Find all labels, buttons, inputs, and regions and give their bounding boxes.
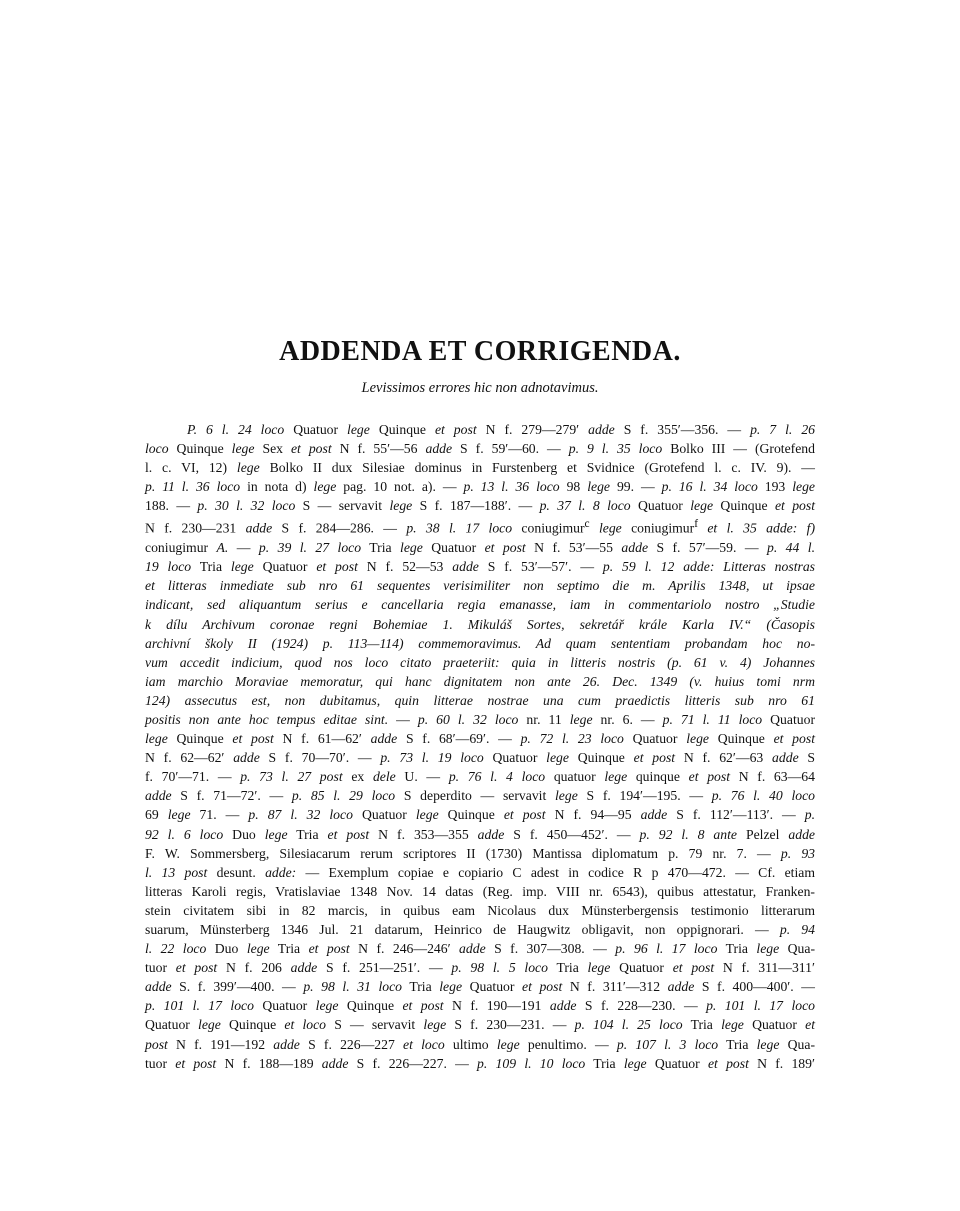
text-line: suarum, Münsterberg 1346 Jul. 21 datarum, Heinrico de Haugwitz obligavit, non oppignorari. — p. 94 — [145, 922, 815, 937]
text-line: k dílu Archivum coronae regni Bohemiae 1. Mikuláš Sortes, sekretář krále Karla IV.“ (Časopis — [145, 616, 815, 632]
text-line: l. c. VI, 12) lege Bolko II dux Silesiae dominus in Furstenberg et Svidnice (Grotefend l. c. IV. 9). — — [145, 460, 815, 476]
text-line: p. 101 l. 17 loco Quatuor lege Quinque et post N f. 190—191 adde S f. 228—230. — p. 101 l. 17 loco — [145, 998, 816, 1014]
page-title: ADDENDA ET CORRIGENDA. — [279, 336, 681, 367]
text-line: archivní školy II (1924) p. 113—114) commemoravimus. Ad quam sententiam probandam hoc no- — [145, 635, 815, 651]
text-line: f. 70′—71. — p. 73 l. 27 post ex dele U. — p. 76 l. 4 loco quatuor lege quinque et post N f. 63—64 — [145, 769, 815, 785]
text-line: tuor et post N f. 188—189 adde S f. 226—227. — p. 109 l. 10 loco Tria lege Quatuor et post N f. 189′ — [145, 1055, 815, 1071]
text-line: l. 22 loco Duo lege Tria et post N f. 246—246′ adde S f. 307—308. — p. 96 l. 17 loco Tria lege Qua- — [145, 941, 815, 957]
text-line: adde S f. 71—72′. — p. 85 l. 29 loco S deperdito — servavit lege S f. 194′—195. — p. 76 l. 40 loco — [145, 788, 816, 804]
text-line: vum accedit indicium, quod nos loco citato praeteriit: quia in litteris nostris (p. 61 v. 4) Johannes — [145, 654, 815, 670]
text-line: N f. 62—62′ adde S f. 70—70′. — p. 73 l. 19 loco Quatuor lege Quinque et post N f. 62′—63 adde S — [145, 750, 816, 766]
text-line: coniugimur A. — p. 39 l. 27 loco Tria lege Quatuor et post N f. 53′—55 adde S f. 57′—59. — p. 44 l. — [145, 540, 816, 556]
corrigenda-text — [145, 420, 815, 1073]
text-line: F. W. Sommersberg, Silesiacarum rerum scriptores II (1730) Mantissa diplomatum p. 79 nr. 7. — p. 93 — [145, 845, 816, 861]
text-line: 188. — p. 30 l. 32 loco S — servavit lege S f. 187—188′. — p. 37 l. 8 loco Quatuor lege Quinque et post — [145, 498, 816, 514]
text-line: tuor et post N f. 206 adde S f. 251—251′. — p. 98 l. 5 loco Tria lege Quatuor et post N f. 311—311′ — [145, 960, 815, 976]
text-line: litteras Karoli regis, Vratislaviae 1348 Nov. 14 datas (Reg. imp. VIII nr. 6543), quibus attestatur, Franken- — [145, 883, 815, 899]
text-line: post N f. 191—192 adde S f. 226—227 et loco ultimo lege penultimo. — p. 107 l. 3 loco Tria lege Qua- — [145, 1036, 816, 1052]
text-line: adde S. f. 399′—400. — p. 98 l. 31 loco Tria lege Quatuor et post N f. 311′—312 adde S f. 400—400′. — — [145, 979, 815, 995]
text-line: 92 l. 6 loco Duo lege Tria et post N f. 353—355 adde S f. 450—452′. — p. 92 l. 8 ante Pelzel adde — [145, 826, 815, 842]
page-subtitle: Levissimos errores hic non adnotavimus. — [361, 380, 599, 396]
text-line: iam marchio Moraviae memoratur, qui hanc dignitatem non ante 26. Dec. 1349 (v. huius tomi nrm — [145, 673, 815, 689]
text-line: l. 13 post desunt. adde: — Exemplum copiae e copiario C adest in codice R p 470—472. — Cf. etiam — [145, 864, 815, 880]
text-line: Quatuor lege Quinque et loco S — servavit lege S f. 230—231. — p. 104 l. 25 loco Tria lege Quatuor et — [145, 1017, 816, 1033]
text-line: 124) assecutus est, non dubitamus, quin litterae nostrae una cum praedictis litteris sub nro 61 — [145, 692, 815, 708]
text-line: positis non ante hoc tempus editae sint. — p. 60 l. 32 loco nr. 11 lege nr. 6. — p. 71 l. 11 loco Quatuor — [145, 711, 816, 727]
text-line: loco Quinque lege Sex et post N f. 55′—56 adde S f. 59′—60. — p. 9 l. 35 loco Bolko III — (Grotefend — [145, 441, 815, 457]
text-line: P. 6 l. 24 loco Quatuor lege Quinque et post N f. 279—279′ adde S f. 355′—356. — p. 7 l. 26 — [187, 422, 816, 437]
text-line: p. 11 l. 36 loco in nota d) lege pag. 10 not. a). — p. 13 l. 36 loco 98 lege 99. — p. 16 l. 34 loco 193 lege — [145, 479, 816, 495]
text-line: indicant, sed aliquantum serius e cancellaria regia emanasse, iam in commentariolo nostro „Studie — [145, 597, 815, 613]
text-line: lege Quinque et post N f. 61—62′ adde S f. 68′—69′. — p. 72 l. 23 loco Quatuor lege Quinque et post — [145, 731, 815, 747]
text-line: 19 loco Tria lege Quatuor et post N f. 52—53 adde S f. 53′—57′. — p. 59 l. 12 adde: Litteras nostras — [145, 559, 815, 575]
text-line: N f. 230—231 adde S f. 284—286. — p. 38 l. 17 loco coniugimur$^c$ lege coniugimur$^f$ et l. 35 adde: f) — [145, 518, 816, 537]
text-line: stein civitatem sibi in 82 marcis, in quibus eam Nicolaus dux Münsterbergensis testimonio litterarum — [145, 902, 815, 918]
text-line: 69 lege 71. — p. 87 l. 32 loco Quatuor lege Quinque et post N f. 94—95 adde S f. 112′—113′. — p. — [145, 807, 816, 823]
text-line: et litteras inmediate sub nro 61 sequentes verisimiliter non septimo die m. Aprilis 1348, ut ipsae — [145, 578, 815, 594]
